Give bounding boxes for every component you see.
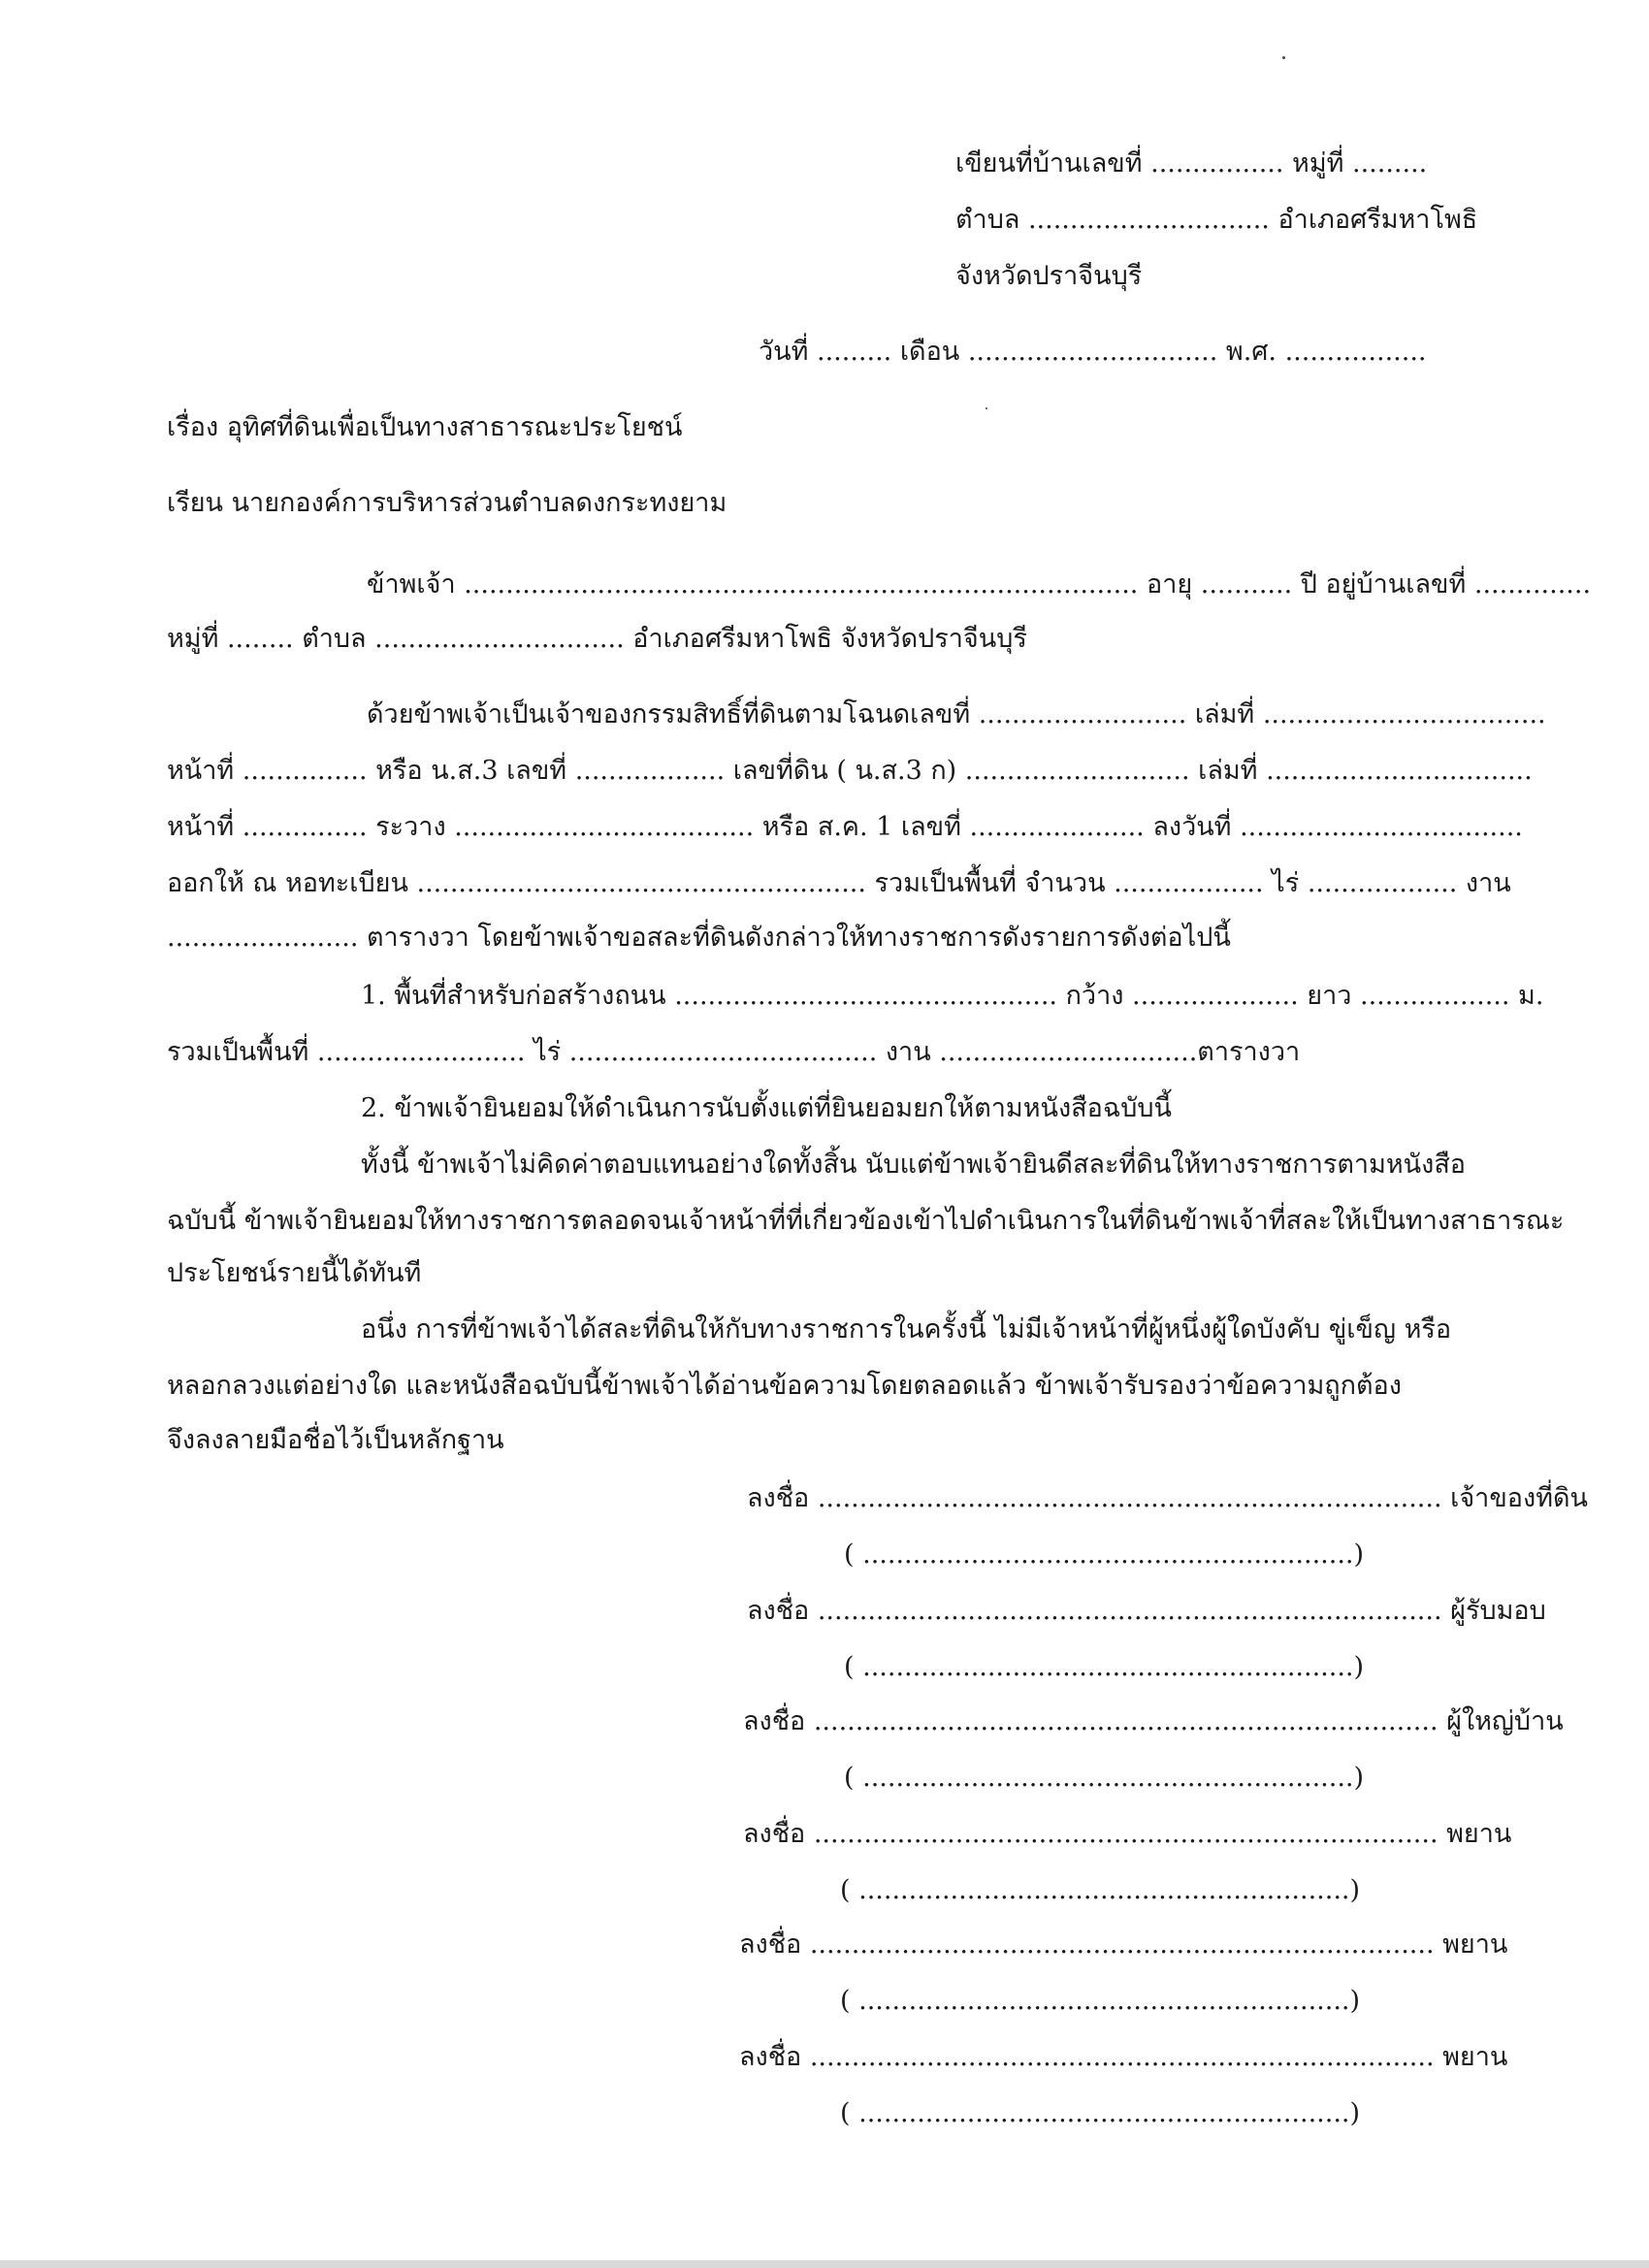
signature-line-witness-2: ลงชื่อ ........................................................................... พยาน <box>739 1929 1508 1960</box>
body-line: รวมเป็นพื้นที่ ......................... ไร่ ..................................... งาน ...............................ตารางวา <box>167 1037 1301 1067</box>
body-line: หน้าที่ ............... หรือ น.ส.3 เลขที่ .................. เลขที่ดิน ( น.ส.3 ก) ........................... เล่มที่ ................................ <box>167 756 1533 786</box>
body-item-2: 2. ข้าพเจ้ายินยอมให้ดำเนินการนับตั้งแต่ที่ยินยอมยกให้ตามหนังสือฉบับนี้ <box>361 1093 1172 1123</box>
body-line: หมู่ที่ ........ ตำบล .............................. อำเภอศรีมหาโพธิ จังหวัดปราจีนบุรี <box>167 624 1027 654</box>
signature-line-witness-3: ลงชื่อ ........................................................................... พยาน <box>739 2042 1508 2072</box>
address-line-province: จังหวัดปราจีนบุรี <box>955 261 1143 291</box>
scan-speck <box>1282 56 1285 59</box>
signature-line-witness-1: ลงชื่อ ........................................................................... พยาน <box>743 1819 1512 1849</box>
salutation-line: เรียน นายกองค์การบริหารส่วนตำบลดงกระทงยาม <box>167 488 728 518</box>
signature-name-receiver: ( ...........................................................) <box>844 1652 1365 1682</box>
signature-name-witness-1: ( ...........................................................) <box>840 1875 1361 1905</box>
body-line: ทั้งนี้ ข้าพเจ้าไม่คิดค่าตอบแทนอย่างใดทั้งสิ้น นับแต่ข้าพเจ้ายินดีสละที่ดินให้ทางราชการตามหนังสือ <box>361 1150 1467 1180</box>
signature-line-receiver: ลงชื่อ ........................................................................... ผู้รับมอบ <box>747 1596 1546 1626</box>
subject-line: เรื่อง อุทิศที่ดินเพื่อเป็นทางสาธารณะประโยชน์ <box>167 412 683 442</box>
signature-name-witness-2: ( ...........................................................) <box>840 1986 1361 2016</box>
signature-name-owner: ( ...........................................................) <box>844 1539 1365 1570</box>
body-line: หลอกลวงแต่อย่างใด และหนังสือฉบับนี้ข้าพเจ้าได้อ่านข้อความโดยตลอดแล้ว ข้าพเจ้ารับรองว่าข้อความถูกต้อง <box>167 1371 1402 1401</box>
scan-speck <box>986 407 987 409</box>
body-line: ....................... ตารางวา โดยข้าพเจ้าขอสละที่ดินดังกล่าวให้ทางราชการดังรายการดังต่อไปนี้ <box>167 923 1231 953</box>
signature-name-village-head: ( ...........................................................) <box>844 1763 1365 1793</box>
signature-name-witness-3: ( ...........................................................) <box>840 2098 1361 2128</box>
body-line: ฉบับนี้ ข้าพเจ้ายินยอมให้ทางราชการตลอดจนเจ้าหน้าที่ที่เกี่ยวข้องเข้าไปดำเนินการในที่ดินข้าพเจ้าที่สละให้เป็นทางสาธารณะ <box>167 1206 1565 1236</box>
address-line-subdistrict: ตำบล ............................. อำเภอศรีมหาโพธิ <box>955 205 1478 235</box>
scan-bottom-edge <box>0 2260 1649 2268</box>
signature-line-village-head: ลงชื่อ ........................................................................... ผู้ใหญ่บ้าน <box>743 1706 1564 1736</box>
body-line: หน้าที่ ............... ระวาง .................................... หรือ ส.ค. 1 เลขที่ ..................... ลงวันที่ .................................. <box>167 812 1523 842</box>
body-item-1: 1. พื้นที่สำหรับก่อสร้างถนน .............................................. กว้าง .................... ยาว .................. ม. <box>361 981 1544 1011</box>
body-line: ข้าพเจ้า ................................................................................. อายุ ........... ปี อยู่บ้านเลขที่ .............. <box>367 569 1592 599</box>
signature-line-owner: ลงชื่อ ........................................................................... เจ้าของที่ดิน <box>747 1483 1588 1513</box>
body-line: ด้วยข้าพเจ้าเป็นเจ้าของกรรมสิทธิ์ที่ดินตามโฉนดเลขที่ ......................... เล่มที่ .................................. <box>367 699 1546 729</box>
address-line-house: เขียนที่บ้านเลขที่ ................ หมู่ที่ ......... <box>955 148 1428 178</box>
body-line: ประโยชน์รายนี้ได้ทันที <box>167 1258 422 1288</box>
body-line: จึงลงลายมือชื่อไว้เป็นหลักฐาน <box>167 1425 504 1455</box>
date-line: วันที่ ......... เดือน .............................. พ.ศ. ................. <box>759 337 1427 367</box>
body-line: ออกให้ ณ หอทะเบียน ...................................................... รวมเป็นพื้นที่ จำนวน .................. ไร่ .................. งาน <box>167 868 1511 898</box>
body-line: อนึ่ง การที่ข้าพเจ้าได้สละที่ดินให้กับทางราชการในครั้งนี้ ไม่มีเจ้าหน้าที่ผู้หนึ่งผู้ใดบังคับ ขู่เข็ญ หรือ <box>361 1314 1452 1345</box>
